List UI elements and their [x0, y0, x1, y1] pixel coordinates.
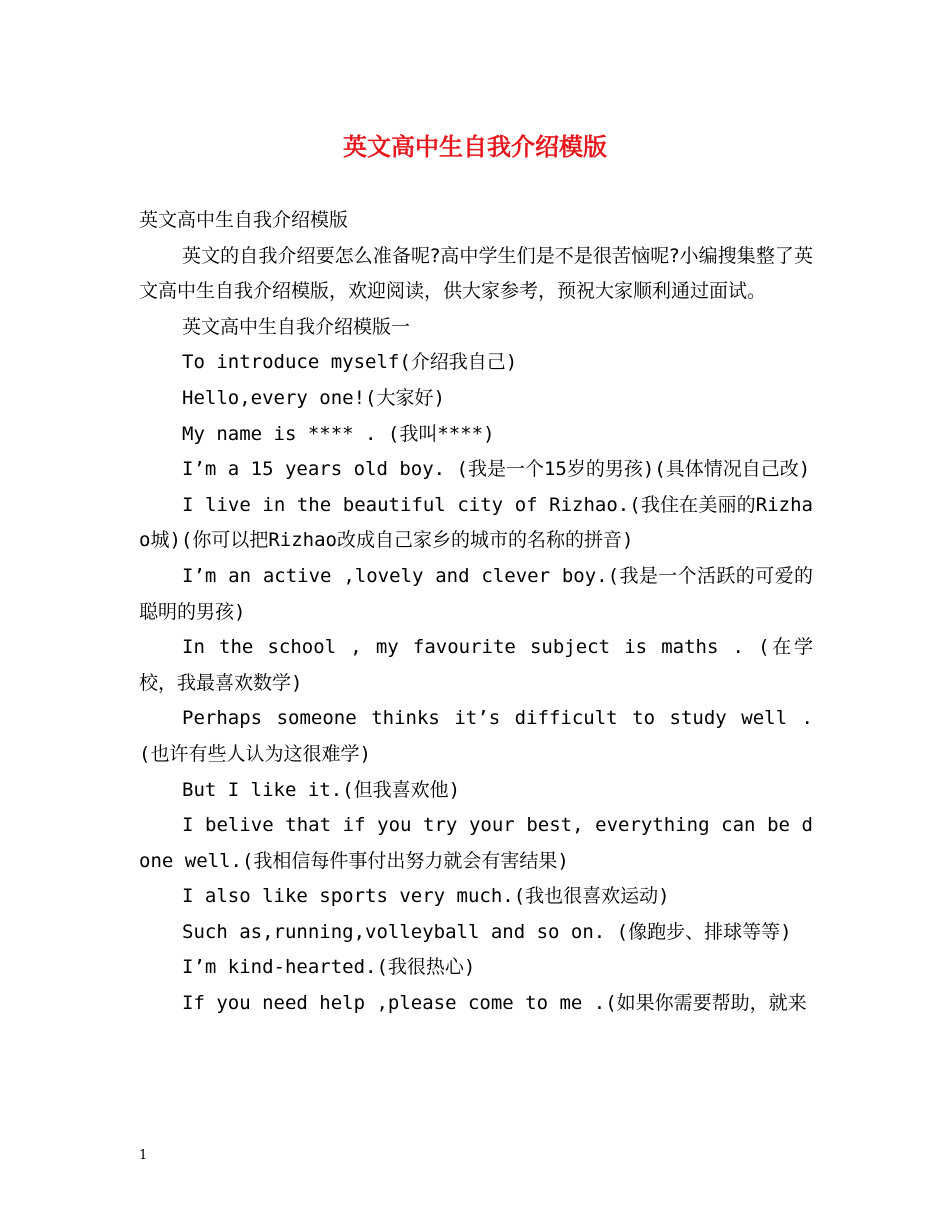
paragraph: But I like it.(但我喜欢他) [182, 778, 461, 801]
paragraph: I’m a 15 years old boy. (我是一个15岁的男孩)(具体情况自己改) [182, 458, 811, 481]
paragraph: To introduce myself(介绍我自己) [182, 351, 518, 374]
paragraph: I’m kind-hearted.(我很热心) [182, 956, 476, 979]
paragraph: I’m an active ,lovely and clever boy.(我是一个活跃的可爱的聪明的男孩) [139, 564, 813, 623]
paragraph: In the school , my favourite subject is maths . (在学校，我最喜欢数学) [139, 636, 813, 694]
document-body [139, 203, 813, 1022]
page-number: 1 [139, 1148, 148, 1163]
paragraph: 英文高中生自我介绍模版 [139, 209, 349, 231]
paragraph: I live in the beautiful city of Rizhao.(我住在美丽的Rizhao城)(你可以把Rizhao改成自己家乡的城市的名称的拼音) [139, 493, 813, 552]
paragraph: I belive that if you try your best, everything can be done well.(我相信每件事付出努力就会有害结果) [139, 814, 813, 872]
paragraph: Such as,running,volleyball and so on. (像跑步、排球等等) [182, 920, 792, 943]
paragraph: My name is **** . (我叫****) [182, 422, 495, 445]
paragraph: Perhaps someone thinks it’s difficult to study well .(也许有些人认为这很难学) [139, 707, 813, 765]
paragraph: 英文的自我介绍要怎么准备呢?高中学生们是不是很苦恼呢?小编搜集整了英文高中生自我介绍模版，欢迎阅读，供大家参考，预祝大家顺利通过面试。 [139, 244, 813, 303]
paragraph: I also like sports very much.(我也很喜欢运动) [182, 885, 670, 908]
paragraph: 英文高中生自我介绍模版一 [182, 315, 411, 338]
paragraph: Hello,every one!(大家好) [182, 386, 445, 409]
paragraph: If you need help ,please come to me .(如果你需要帮助，就来 [182, 992, 807, 1015]
document-title: 英文高中生自我介绍模版 [343, 133, 607, 161]
